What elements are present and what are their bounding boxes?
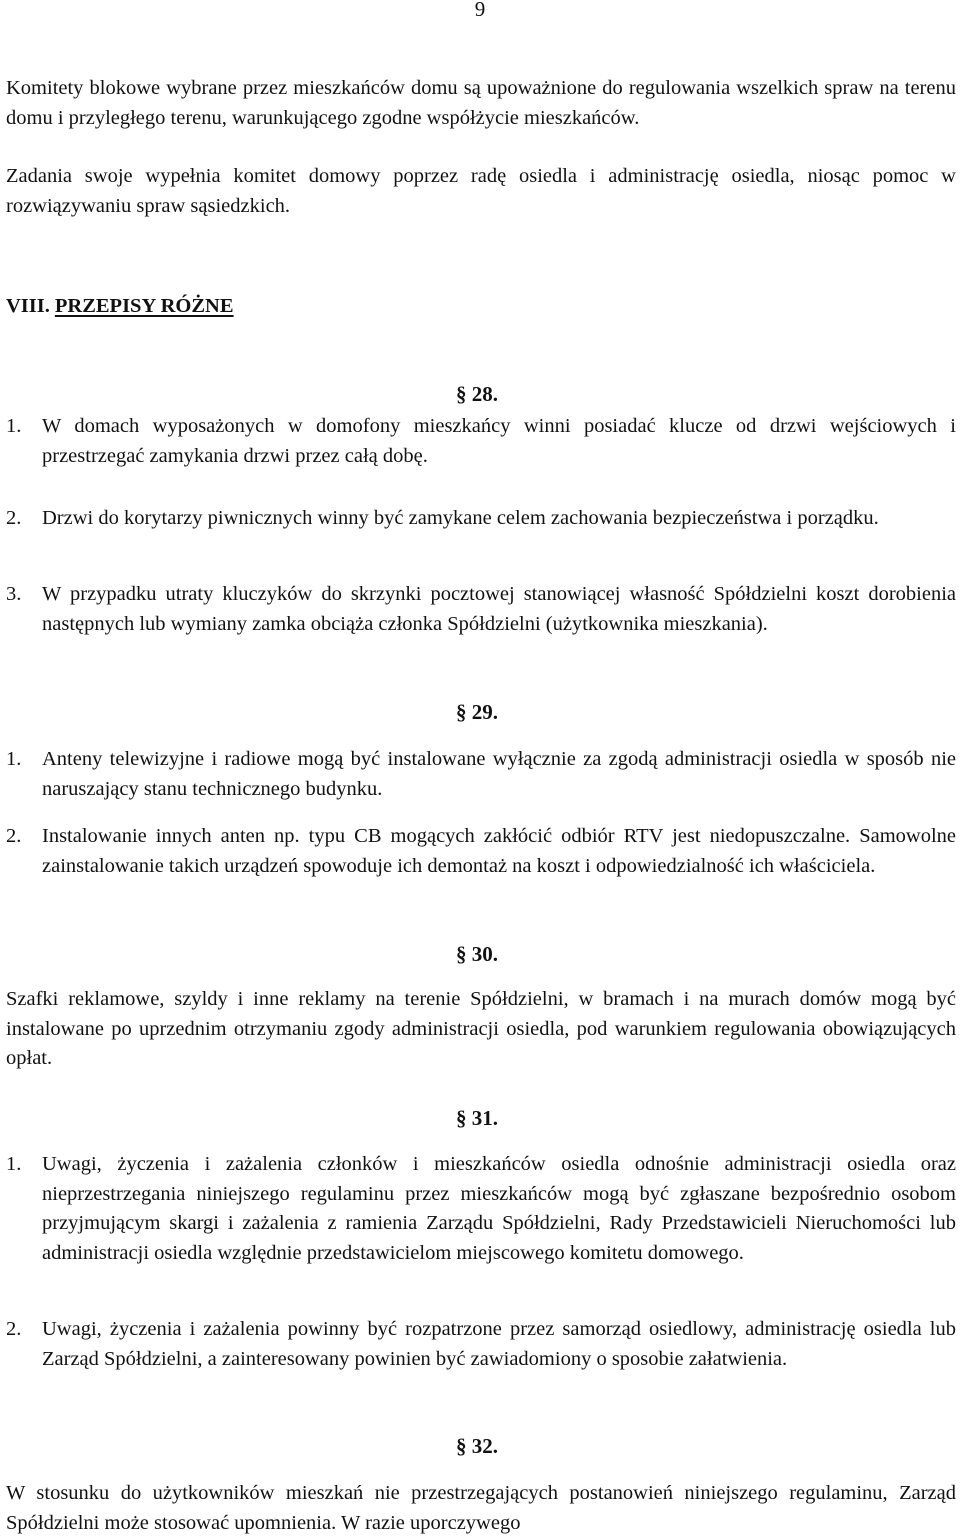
list-item-number: 3. (6, 583, 22, 605)
list-item-text: W przypadku utraty kluczyków do skrzynki pocztowej stanowiącej własność Spółdzielni koszt dorobienia następnych lub wymiany zamka obciąża członka Spółdzielni (użytkownika mieszkania). (42, 583, 956, 635)
list-item-text: Uwagi, życzenia i zażalenia członków i mieszkańców osiedla odnośnie administracji osiedla oraz nieprzestrzegania niniejszego regulaminu przez mieszkańców mogą być zgłaszane bezpośrednio osobom przyjmującym skargi i zażalenia z ramienia Zarządu Spółdzielni, Rady Przedstawicieli Nieruchomości lub administracji osiedla względnie przedstawicielom miejscowego komitetu domowego. (42, 1153, 956, 1264)
list-item-number: 2. (6, 507, 22, 529)
list-item (6, 822, 956, 881)
paragraph-heading-31: § 31. (456, 1106, 498, 1130)
section-heading (6, 291, 234, 321)
list-item-number: 2. (6, 825, 22, 847)
paragraph-32-text: W stosunku do użytkowników mieszkań nie przestrzegających postanowień niniejszego regulaminu, Zarząd Spółdzielni może stosować upomnienia. W razie uporczywego (6, 1482, 956, 1534)
list-item-text: Instalowanie innych anten np. typu CB mogących zakłócić odbiór RTV jest niedopuszczalne. Samowolne zainstalowanie takich urządzeń spowoduje ich demontaż na koszt i odpowiedzialność ich właściciela. (42, 825, 956, 877)
section-roman-numeral: VIII. (6, 295, 50, 317)
paragraph-heading-29: § 29. (456, 700, 498, 724)
list-item-number: 2. (6, 1318, 22, 1340)
paragraph-heading-30: § 30. (456, 942, 498, 966)
paragraph-heading-28: § 28. (456, 382, 498, 406)
list-item-text: Anteny telewizyjne i radiowe mogą być instalowane wyłącznie za zgodą administracji osiedla w sposób nie naruszający stanu technicznego budynku. (42, 748, 956, 800)
list-item (6, 412, 956, 471)
list-item (6, 1150, 956, 1268)
list-item-text: Drzwi do korytarzy piwnicznych winny być zamykane celem zachowania bezpieczeństwa i porządku. (42, 507, 879, 529)
section-title: PRZEPISY RÓŻNE (54, 295, 234, 317)
list-item (6, 1315, 956, 1374)
list-item-text: Uwagi, życzenia i zażalenia powinny być rozpatrzone przez samorząd osiedlowy, administrację osiedla lub Zarząd Spółdzielni, a zainteresowany powinien być zawiadomiony o sposobie załatwienia. (42, 1318, 956, 1370)
paragraph-30-text: Szafki reklamowe, szyldy i inne reklamy na terenie Spółdzielni, w bramach i na murach domów mogą być instalowane po uprzednim otrzymaniu zgody administracji osiedla, pod warunkiem regulowania obowiązujących opłat. (6, 988, 956, 1069)
list-item (6, 580, 956, 639)
page-number: 9 (474, 0, 486, 21)
list-item-text: W domach wyposażonych w domofony mieszkańcy winni posiadać klucze od drzwi wejściowych i przestrzegać zamykania drzwi przez całą dobę. (42, 415, 956, 467)
list-item (6, 745, 956, 804)
list-item-number: 1. (6, 1153, 22, 1175)
intro-paragraph-committees: Komitety blokowe wybrane przez mieszkańców domu są upoważnione do regulowania wszelkich spraw na terenu domu i przyległego terenu, warunkującego zgodne współżycie mieszkańców. (6, 77, 956, 129)
paragraph-heading-32: § 32. (456, 1434, 498, 1458)
list-item (6, 504, 956, 534)
list-item-number: 1. (6, 415, 22, 437)
intro-paragraph-tasks: Zadania swoje wypełnia komitet domowy poprzez radę osiedla i administrację osiedla, niosąc pomoc w rozwiązywaniu spraw sąsiedzkich. (6, 165, 956, 217)
list-item-number: 1. (6, 748, 22, 770)
